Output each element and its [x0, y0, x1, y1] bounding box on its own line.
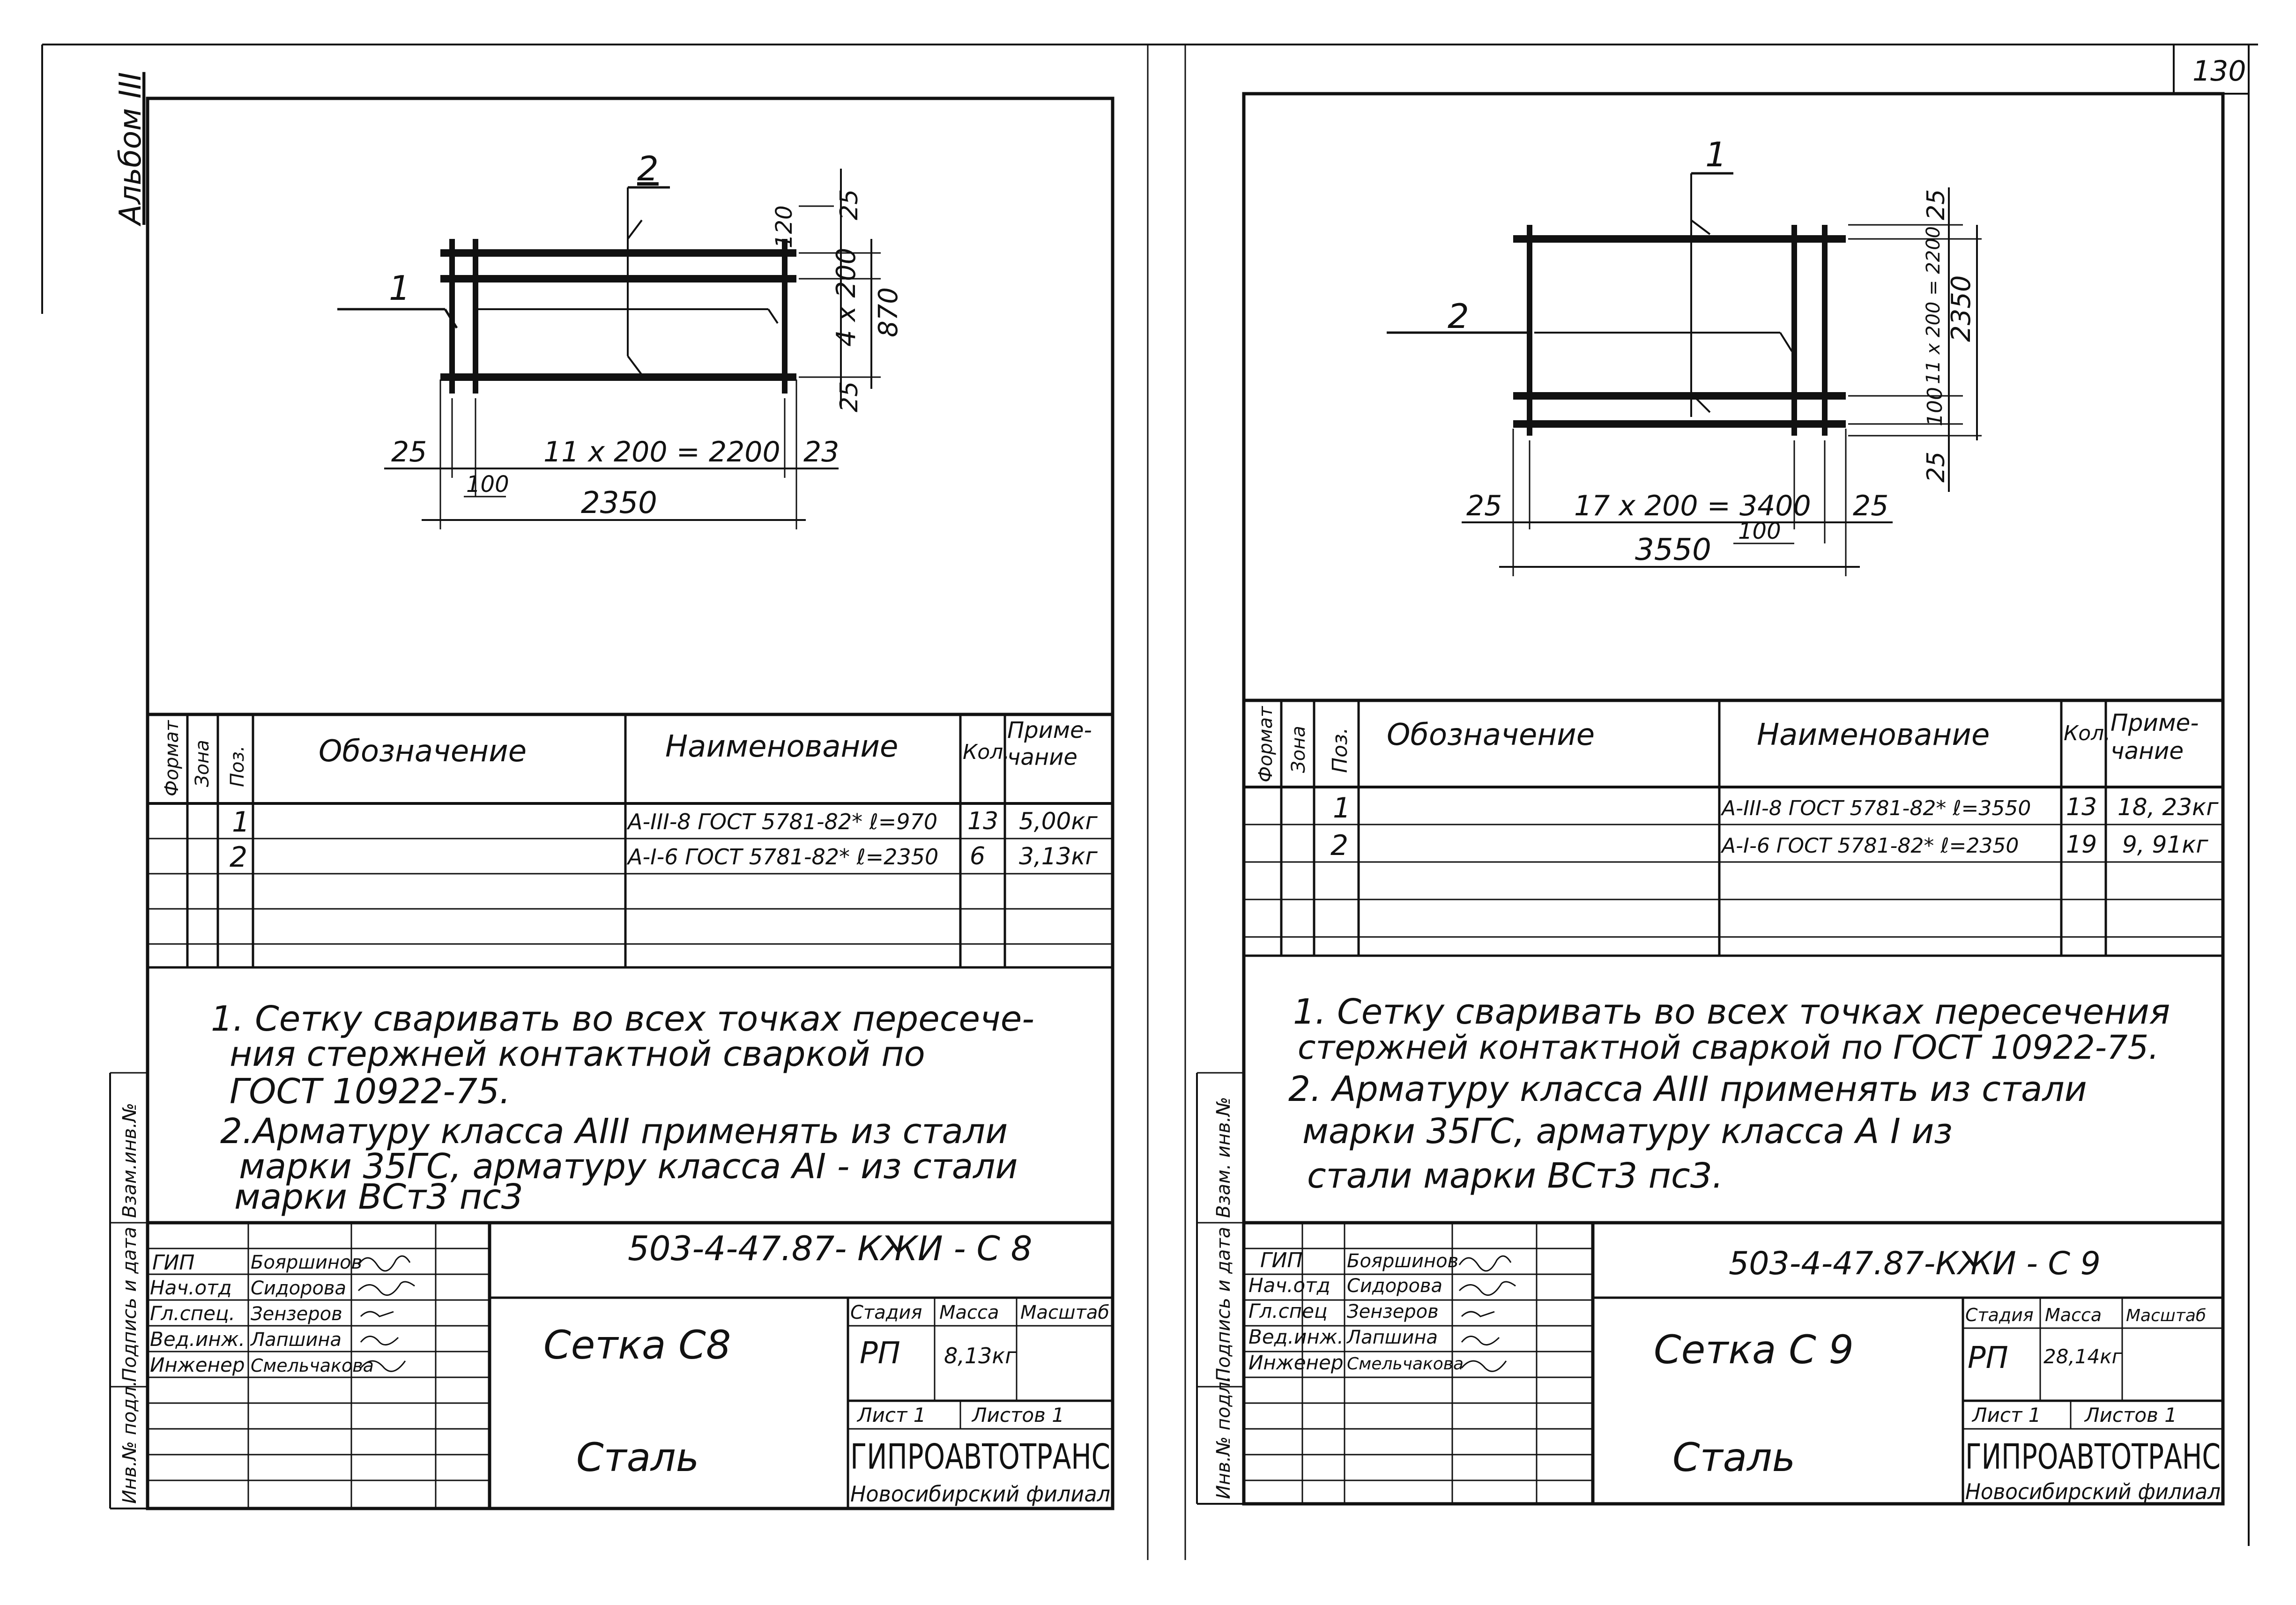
role: Вед.инж. [150, 1328, 245, 1351]
spec-table [1244, 700, 2223, 956]
material: Сталь [576, 1434, 699, 1480]
side-label-signature: Подпись и дата [1213, 1226, 1234, 1382]
person: Бояршинов [1347, 1250, 1459, 1272]
mass-value: 28,14кг [2043, 1345, 2122, 1368]
person: Сидорова [1347, 1275, 1443, 1297]
position-1-label: 1 [1705, 135, 1727, 174]
mesh-drawing [1387, 135, 1982, 576]
dim-span: 11 x 200 = 2200 [543, 436, 780, 468]
document-code: 503-4-47.87-КЖИ - С 9 [1729, 1245, 2101, 1282]
row-qty: 6 [970, 842, 986, 870]
page-number: 130 [2192, 55, 2246, 88]
person: Бояршинов [251, 1252, 363, 1273]
row-note: 18, 23кг [2118, 794, 2219, 821]
mass-label: Масса [939, 1302, 999, 1323]
row-pos: 1 [1333, 792, 1351, 825]
sheets-count: Листов 1 [972, 1404, 1064, 1427]
note-line: марки 35ГС, арматуру класса АI - из стали [239, 1146, 1018, 1187]
person: Лапшина [1347, 1327, 1438, 1348]
title-block [148, 1223, 1113, 1508]
stage-value: РП [860, 1336, 900, 1371]
row-qty: 13 [2066, 793, 2097, 821]
signatures [358, 1256, 415, 1371]
position-2-label: 2 [1448, 297, 1469, 336]
role: Инженер [150, 1353, 245, 1376]
note-line: 2.Арматуру класса АIII применять из стали [220, 1111, 1008, 1152]
position-1-label: 1 [389, 268, 410, 308]
dim-25-left: 25 [1466, 490, 1502, 522]
note-line: стали марки ВСт3 пс3. [1307, 1156, 1724, 1196]
dim-120: 120 [771, 205, 797, 248]
dim-100: 100 [466, 471, 509, 498]
document-code: 503-4-47.87- КЖИ - С 8 [628, 1229, 1033, 1268]
row-pos: 1 [232, 806, 250, 839]
title-block [1244, 1223, 2223, 1504]
col-zone: Зона [192, 740, 213, 787]
scale-label: Масштаб [1020, 1302, 1110, 1323]
role: Вед.инж. [1248, 1325, 1344, 1348]
dim-25-top: 25 [835, 189, 863, 220]
row-name: A-III-8 ГОСТ 5781-82* ℓ=3550 [1722, 796, 2031, 820]
dim-100: 100 [1738, 518, 1781, 544]
row-name: A-I-6 ГОСТ 5781-82* ℓ=2350 [628, 844, 939, 869]
branch: Новосибирский филиал [1965, 1479, 2221, 1504]
row-name: A-III-8 ГОСТ 5781-82* ℓ=970 [628, 809, 938, 834]
side-label-replace: Взам. инв.№ [1213, 1097, 1234, 1218]
sheet-title: Сетка С8 [543, 1322, 731, 1368]
side-label-signature: Подпись и дата [119, 1226, 141, 1382]
col-designation: Обозначение [319, 734, 527, 769]
note-line: 1. Сетку сваривать во всех точках пересече- [211, 999, 1034, 1039]
album-label: Альбом III [113, 72, 148, 225]
notes [1288, 992, 2170, 1196]
col-pos: Поз. [1328, 727, 1352, 773]
row-note: 5,00кг [1019, 808, 1098, 835]
stage-label: Стадия [1965, 1305, 2034, 1325]
col-pos: Поз. [227, 745, 248, 787]
mesh-drawing [337, 149, 904, 529]
material: Сталь [1672, 1434, 1796, 1480]
row-pos: 2 [230, 841, 248, 874]
position-2-label: 2 [637, 149, 659, 188]
col-designation: Обозначение [1387, 718, 1595, 752]
notes [211, 999, 1034, 1217]
sheet-left [110, 98, 1113, 1508]
sheet-number: Лист 1 [857, 1404, 926, 1427]
sheet-right [1197, 94, 2223, 1504]
dim-870: 870 [873, 287, 904, 337]
row-name: A-I-6 ГОСТ 5781-82* ℓ=2350 [1722, 834, 2019, 858]
col-qty: Кол. [963, 740, 1010, 764]
signatures [1459, 1256, 1516, 1371]
note-line: марки ВСт3 пс3 [234, 1177, 523, 1217]
side-label-inventory: Инв.№ подл. [119, 1380, 141, 1504]
mass-value: 8,13кг [944, 1343, 1017, 1368]
row-note: 9, 91кг [2122, 831, 2208, 858]
role: Инженер [1248, 1351, 1344, 1374]
dim-25-bottom: 25 [835, 381, 863, 412]
col-note: Приме- чание [2110, 709, 2199, 765]
note-line: ГОСТ 10922-75. [230, 1071, 511, 1112]
role: Нач.отд [150, 1276, 232, 1299]
col-qty: Кол. [2064, 721, 2111, 745]
dim-total: 2350 [581, 486, 657, 520]
person: Смельчакова [1347, 1354, 1464, 1374]
sheet-title: Сетка С 9 [1654, 1327, 1854, 1373]
organization: ГИПРОАВТОТРАНС [1965, 1437, 2221, 1477]
col-zone: Зона [1288, 726, 1309, 773]
col-format: Формат [1255, 706, 1277, 782]
row-note: 3,13кг [1019, 843, 1098, 870]
role: Гл.спец. [150, 1302, 235, 1325]
dim-25-top: 25 [1922, 189, 1950, 220]
dim-25-bottom: 25 [1922, 451, 1950, 483]
col-format: Формат [161, 720, 183, 796]
scale-label: Масштаб [2126, 1306, 2207, 1325]
note-line: марки 35ГС, арматуру класса А I из [1302, 1111, 1953, 1152]
stage-value: РП [1968, 1341, 2008, 1375]
dim-100-vertical: 100 [1923, 387, 1947, 426]
side-label-inventory: Инв.№ подл. [1213, 1375, 1234, 1499]
note-line: стержней контактной сваркой по ГОСТ 10922-75. [1298, 1028, 2159, 1067]
dim-25-left: 25 [391, 436, 427, 468]
dim-23: 23 [803, 436, 840, 468]
spec-table [148, 714, 1113, 967]
person: Зензеров [251, 1303, 342, 1325]
person: Сидорова [251, 1278, 347, 1299]
stage-label: Стадия [850, 1302, 922, 1323]
side-label-replace: Взам.инв.№ [119, 1102, 141, 1218]
dim-25-right: 25 [1853, 490, 1889, 522]
row-qty: 19 [2066, 831, 2097, 859]
person: Лапшина [251, 1329, 342, 1351]
sheets-count: Листов 1 [2085, 1404, 2177, 1427]
branch: Новосибирский филиал [850, 1481, 1110, 1507]
note-line: ния стержней контактной сваркой по [230, 1034, 925, 1074]
dim-4x200: 4 x 200 [831, 247, 862, 347]
sheet-number: Лист 1 [1972, 1404, 2041, 1427]
col-name: Наименование [665, 729, 899, 764]
dim-2350: 2350 [1946, 275, 1976, 342]
role: ГИП [1260, 1248, 1303, 1272]
mass-label: Масса [2045, 1305, 2102, 1325]
dim-11x200: 11 x 200 = 2200 [1923, 226, 1944, 384]
person: Зензеров [1347, 1301, 1439, 1323]
role: Нач.отд [1248, 1274, 1330, 1297]
role: ГИП [152, 1251, 195, 1275]
col-name: Наименование [1757, 718, 1990, 752]
role: Гл.спец [1248, 1300, 1328, 1323]
person: Смельчакова [251, 1355, 374, 1376]
dim-span: 17 x 200 = 3400 [1574, 490, 1811, 522]
dim-total: 3550 [1635, 533, 1711, 567]
col-note: Приме- чание [1007, 717, 1092, 771]
row-qty: 13 [967, 807, 999, 835]
row-pos: 2 [1330, 829, 1349, 862]
note-line: 2. Арматуру класса АIII применять из стали [1288, 1069, 2087, 1109]
note-line: 1. Сетку сваривать во всех точках пересечения [1293, 992, 2170, 1032]
organization: ГИПРОАВТОТРАНС [850, 1437, 1110, 1477]
